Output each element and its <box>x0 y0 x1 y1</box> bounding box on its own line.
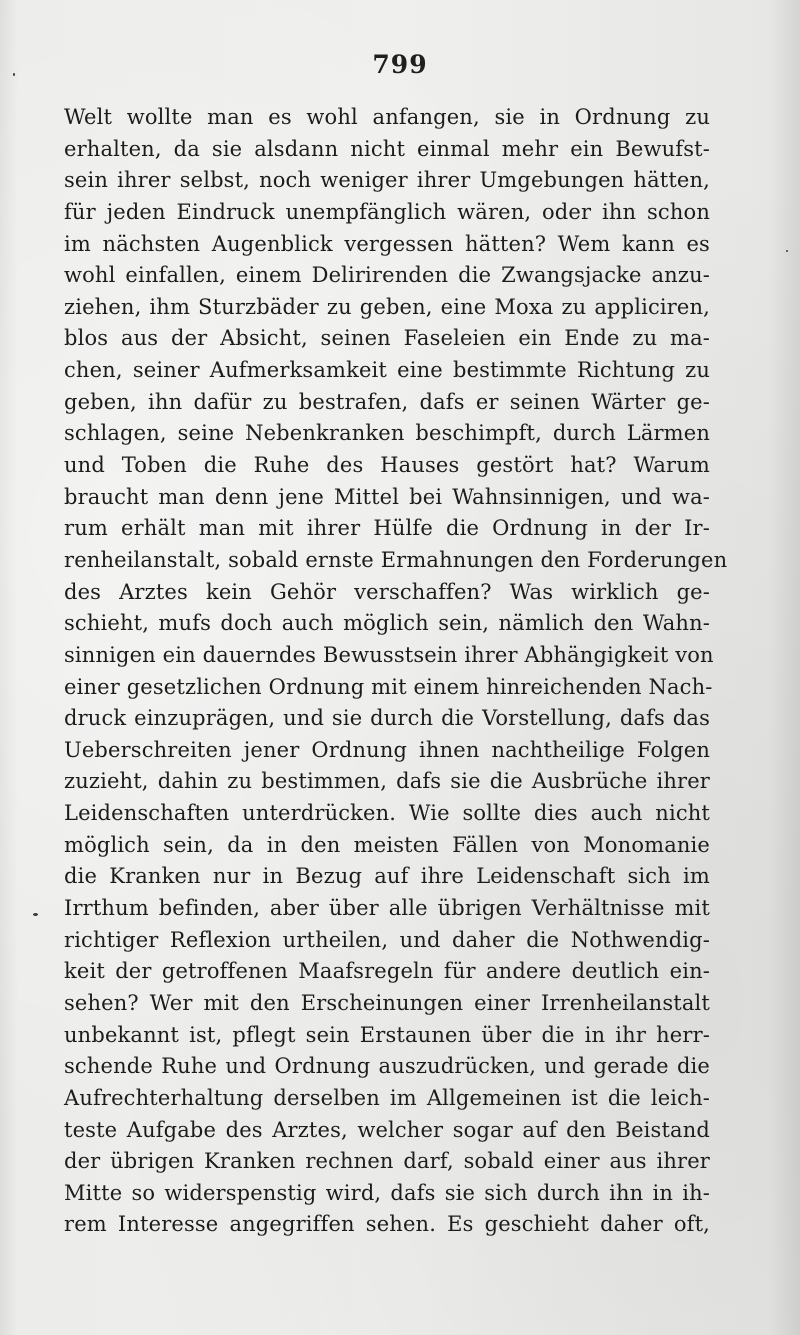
text-line: im nächsten Augenblick vergessen hätten? Wem kann es <box>64 231 710 256</box>
text-line: einer gesetzlichen Ordnung mit einem hinreichenden Nach- <box>64 674 713 699</box>
text-line: sein ihrer selbst, noch weniger ihrer Umgebungen hätten, <box>64 168 710 193</box>
text-line: zuzieht, dahin zu bestimmen, dafs sie die Ausbrüche ihrer <box>64 769 710 794</box>
text-line: Irrthum befinden, aber über alle übrigen Verhältnisse mit <box>64 896 710 921</box>
text-line: schende Ruhe und Ordnung auszudrücken, und gerade die <box>64 1054 710 1079</box>
text-line: sehen? Wer mit den Erscheinungen einer Irrenheilanstalt <box>64 990 710 1015</box>
text-line: keit der getroffenen Maafsregeln für andere deutlich ein- <box>64 959 710 984</box>
text-line: Mitte so widerspenstig wird, dafs sie sich durch ihn in ih- <box>64 1180 710 1205</box>
paper-speck <box>33 913 38 916</box>
text-line: und Toben die Ruhe des Hauses gestört hat? Warum <box>64 453 710 478</box>
text-line: braucht man denn jene Mittel bei Wahnsinnigen, und wa- <box>64 484 710 509</box>
text-line: Aufrechterhaltung derselben im Allgemeinen ist die leich- <box>64 1085 710 1110</box>
text-line: rem Interesse angegriffen sehen. Es geschieht daher oft, <box>64 1212 710 1237</box>
page-number: 799 <box>372 50 428 79</box>
text-line: schlagen, seine Nebenkranken beschimpft, durch Lärmen <box>64 421 710 446</box>
text-line: rum erhält man mit ihrer Hülfe die Ordnung in der Ir- <box>64 516 710 541</box>
text-line: erhalten, da sie alsdann nicht einmal mehr ein Bewufst- <box>64 136 710 161</box>
text-line: der übrigen Kranken rechnen darf, sobald einer aus ihrer <box>64 1149 710 1174</box>
text-line: Ueberschreiten jener Ordnung ihnen nachtheilige Folgen <box>64 737 710 762</box>
text-line: sinnigen ein dauerndes Bewusstsein ihrer Abhängigkeit von <box>64 642 714 667</box>
text-line: die Kranken nur in Bezug auf ihre Leidenschaft sich im <box>64 864 710 889</box>
text-line: teste Aufgabe des Arztes, welcher sogar auf den Beistand <box>64 1117 710 1142</box>
text-line: Welt wollte man es wohl anfangen, sie in Ordnung zu <box>64 105 710 129</box>
paper-speck <box>786 250 788 252</box>
text-line: renheilanstalt, sobald ernste Ermahnungen den Forderungen <box>64 547 728 572</box>
text-line: unbekannt ist, pflegt sein Erstaunen über die in ihr herr- <box>64 1022 710 1047</box>
text-line: Leidenschaften unterdrücken. Wie sollte dies auch nicht <box>64 801 710 826</box>
text-line: chen, seiner Aufmerksamkeit eine bestimmte Richtung zu <box>64 358 710 383</box>
text-line: möglich sein, da in den meisten Fällen von Monomanie <box>64 832 710 857</box>
text-line: ziehen, ihm Sturzbäder zu geben, eine Moxa zu appliciren, <box>64 294 710 319</box>
text-line: blos aus der Absicht, seinen Faseleien ein Ende zu ma- <box>64 326 710 351</box>
text-line: druck einzuprägen, und sie durch die Vorstellung, dafs das <box>64 706 710 731</box>
text-line: des Arztes kein Gehör verschaffen? Was wirklich ge- <box>64 579 710 604</box>
text-line: schieht, mufs doch auch möglich sein, nämlich den Wahn- <box>64 611 710 636</box>
text-line: richtiger Reflexion urtheilen, und daher die Nothwendig- <box>64 927 710 952</box>
text-line: für jeden Eindruck unempfänglich wären, oder ihn schon <box>64 199 710 224</box>
body-text <box>64 102 728 1241</box>
text-line: wohl einfallen, einem Delirirenden die Zwangsjacke anzu- <box>64 263 710 288</box>
text-line: geben, ihn dafür zu bestrafen, dafs er seinen Wärter ge- <box>64 389 710 414</box>
paper-speck <box>13 73 15 76</box>
